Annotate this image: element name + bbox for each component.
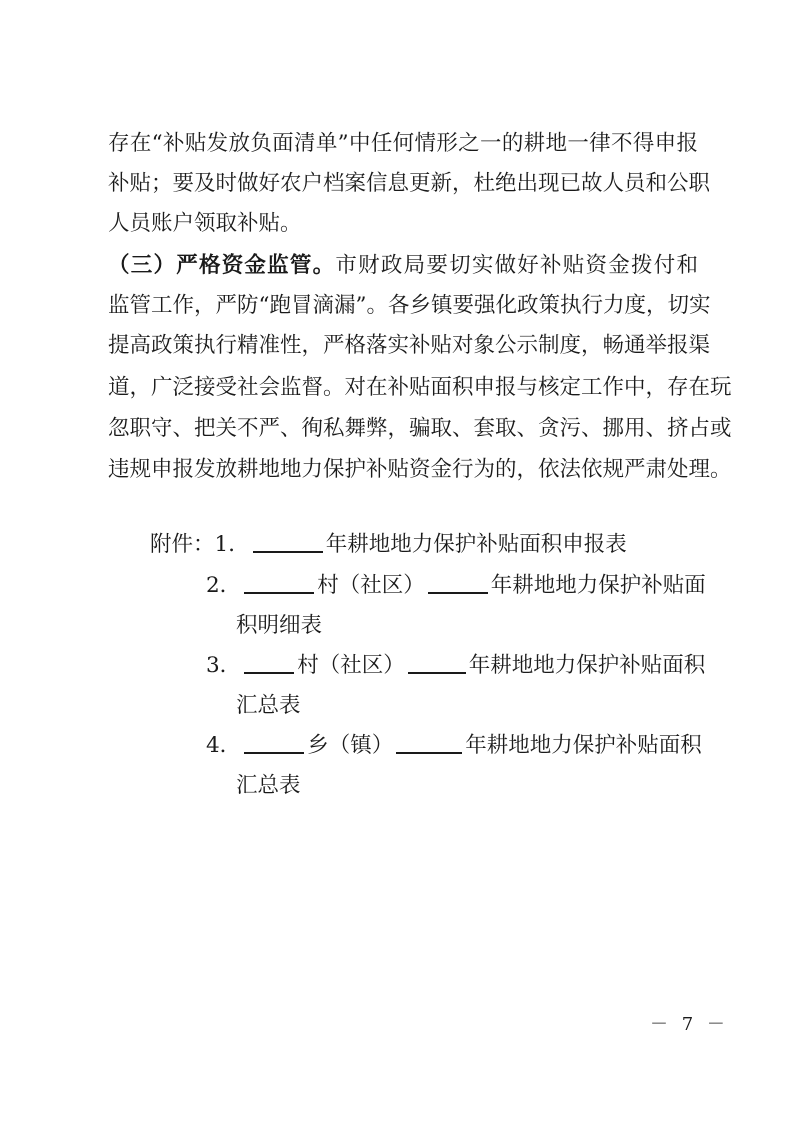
paragraph-text: 市财政局要切实做好补贴资金拨付和	[335, 253, 698, 278]
attachment-continuation: 汇总表	[236, 773, 301, 798]
attachment-item-2	[206, 566, 706, 606]
attachment-item-1	[150, 525, 627, 565]
attachment-item-3	[206, 646, 705, 686]
attachment-title: 乡（镇）	[307, 733, 394, 758]
fill-in-blank	[396, 730, 462, 754]
attachment-title: 年耕地地力保护补贴面积申报表	[325, 532, 627, 557]
paragraph-line: 违规申报发放耕地地力保护补贴资金行为的，依法依规严肃处理。	[108, 457, 732, 482]
fill-in-blank	[244, 650, 294, 674]
attachment-continuation: 汇总表	[236, 693, 301, 718]
attachment-title: 年耕地地力保护补贴面积	[465, 733, 702, 758]
paragraph-line: 监管工作，严防“跑冒滴漏”。各乡镇要强化政策执行力度，切实	[108, 293, 711, 318]
attachment-title: 村（社区）	[317, 573, 425, 598]
paragraph-line: 忽职守、把关不严、徇私舞弊，骗取、套取、贪污、挪用、挤占或	[108, 416, 732, 441]
attachments-label: 附件：	[150, 532, 215, 557]
paragraph-line	[108, 246, 698, 286]
fill-in-blank	[408, 650, 466, 674]
attachment-number: 2．	[206, 573, 242, 598]
attachment-number: 1．	[214, 532, 250, 557]
attachment-title: 年耕地地力保护补贴面积	[468, 653, 706, 678]
attachment-continuation: 积明细表	[236, 613, 323, 638]
fill-in-blank	[428, 570, 488, 594]
attachment-number: 4．	[206, 733, 242, 758]
section-heading: （三）严格资金监管。	[108, 253, 336, 278]
paragraph-line: 道，广泛接受社会监督。对在补贴面积申报与核定工作中，存在玩	[108, 375, 732, 400]
page-number: － 7 －	[650, 1014, 729, 1035]
fill-in-blank	[244, 730, 304, 754]
paragraph-line: 补贴；要及时做好农户档案信息更新，杜绝出现已故人员和公职	[108, 171, 711, 196]
attachment-title: 年耕地地力保护补贴面	[490, 573, 706, 598]
paragraph-line: 人员账户领取补贴。	[108, 211, 302, 236]
attachment-title: 村（社区）	[297, 653, 405, 678]
fill-in-blank	[244, 570, 314, 594]
attachment-number: 3．	[206, 653, 242, 678]
attachment-item-4	[206, 726, 702, 766]
fill-in-blank	[253, 529, 323, 553]
paragraph-line: 存在“补贴发放负面清单”中任何情形之一的耕地一律不得申报	[108, 131, 698, 156]
paragraph-line: 提高政策执行精准性，严格落实补贴对象公示制度，畅通举报渠	[108, 333, 711, 358]
